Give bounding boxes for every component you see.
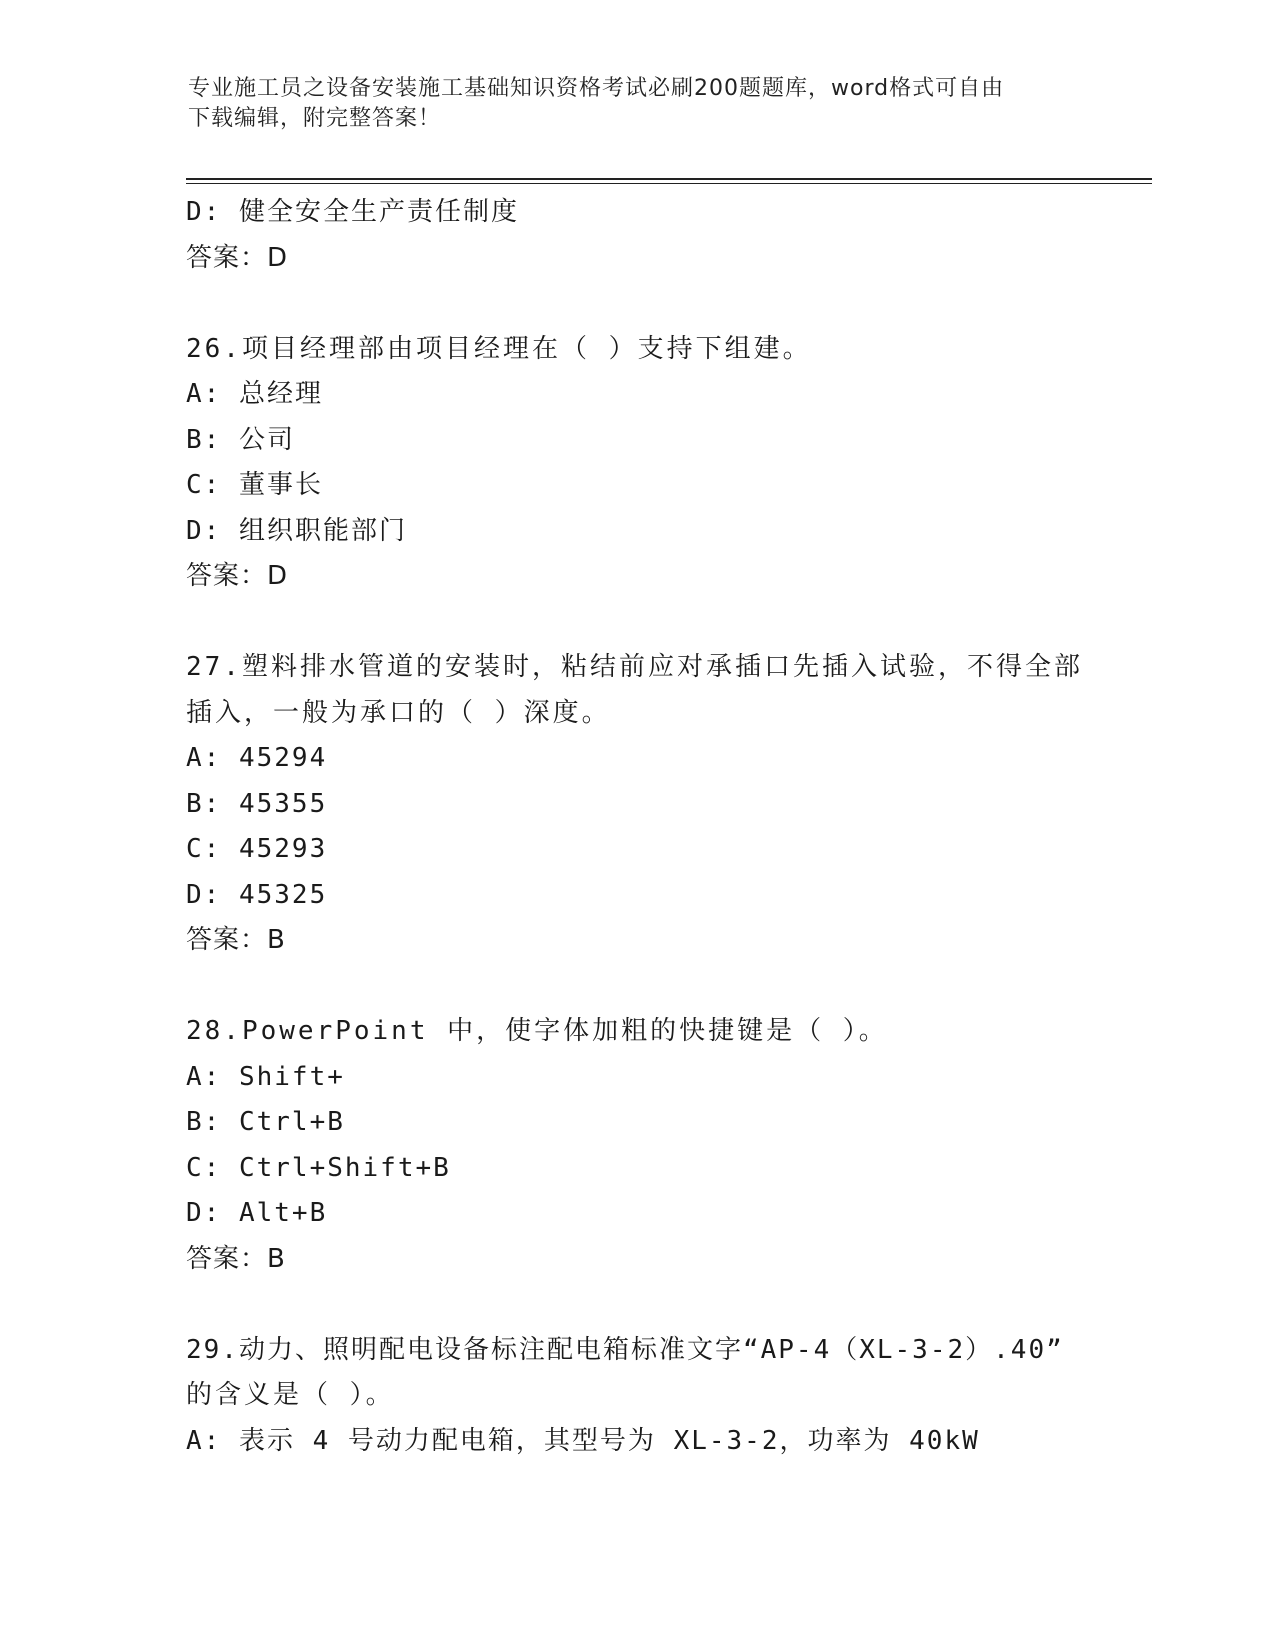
option-a: A: 表示 4 号动力配电箱，其型号为 XL-3-2，功率为 40kW xyxy=(186,1425,980,1456)
option-d: D: Alt+B xyxy=(186,1198,328,1228)
answer: 答案：B xyxy=(186,925,286,955)
option-c: C: Ctrl+Shift+B xyxy=(186,1152,451,1183)
question-29 xyxy=(186,1328,1146,1465)
page-header xyxy=(188,74,1088,134)
question-text: 29.动力、照明配电设备标注配电箱标准文字“AP-4（XL-3-2）.40” xyxy=(186,1334,1064,1365)
option-c: C: 董事长 xyxy=(186,470,323,500)
option-d: D: 45325 xyxy=(186,879,328,910)
option-b: B: 45355 xyxy=(186,788,328,819)
spacer xyxy=(186,1282,1146,1328)
header-title-line-1: 专业施工员之设备安装施工基础知识资格考试必刷200题题库，word格式可自由 xyxy=(188,76,1005,101)
option-a: A: 45294 xyxy=(186,743,328,773)
header-divider-thin xyxy=(186,183,1152,184)
question-28 xyxy=(186,1009,1146,1282)
option-b: B: 公司 xyxy=(186,424,295,455)
question-list xyxy=(186,190,1146,1464)
option-b: B: Ctrl+B xyxy=(186,1107,345,1137)
option-a: A: 总经理 xyxy=(186,379,323,409)
spacer xyxy=(186,281,1146,327)
option-c: C: 45293 xyxy=(186,834,328,864)
answer: 答案：D xyxy=(186,561,289,591)
option-d: D: 组织职能部门 xyxy=(186,515,407,546)
option-a: A: Shift+ xyxy=(186,1061,345,1092)
spacer xyxy=(186,964,1146,1010)
question-text: 26.项目经理部由项目经理在（ ）支持下组建。 xyxy=(186,333,812,364)
prev-option-d: D: 健全安全生产责任制度 xyxy=(186,197,519,227)
question-text: 27.塑料排水管道的安装时，粘结前应对承插口先插入试验，不得全部 xyxy=(186,652,1083,682)
question-text-cont: 的含义是（ ）。 xyxy=(186,1380,395,1410)
answer: 答案：B xyxy=(186,1243,286,1274)
question-text-cont: 插入，一般为承口的（ ）深度。 xyxy=(186,697,611,728)
question-27 xyxy=(186,645,1146,964)
prev-answer: 答案：D xyxy=(186,242,289,273)
question-26 xyxy=(186,327,1146,600)
question-text: 28.PowerPoint 中，使字体加粗的快捷键是（ ）。 xyxy=(186,1016,888,1046)
header-divider-thick xyxy=(186,178,1152,180)
header-title-line-2: 下载编辑，附完整答案！ xyxy=(188,106,442,131)
spacer xyxy=(186,600,1146,646)
